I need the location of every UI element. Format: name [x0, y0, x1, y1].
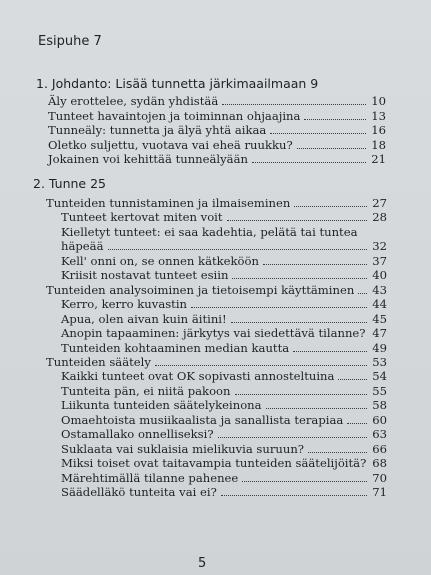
toc-entry-page: 44: [372, 297, 387, 312]
dot-leader: [263, 264, 367, 265]
dot-leader: [242, 481, 367, 482]
toc-entry: [61, 471, 387, 485]
dot-leader: [191, 307, 367, 308]
toc-entry-title: Tunteiden tunnistaminen ja ilmaiseminen: [46, 196, 291, 210]
toc-entry-page: 21: [371, 152, 386, 167]
dot-leader: [304, 119, 366, 120]
toc-entry: [61, 398, 387, 412]
chapter-title: Tunne: [48, 176, 87, 191]
toc-entry: [61, 427, 387, 441]
page-number: 5: [198, 556, 207, 571]
toc-entry-title: Äly erottelee, sydän yhdistää: [48, 94, 219, 108]
toc-entry: [46, 355, 387, 369]
chapter-page: 25: [90, 176, 107, 191]
dot-leader: [232, 278, 367, 279]
toc-entry: [48, 109, 386, 123]
toc-entry-title: Kell' onni on, se onnen kätkeköön: [61, 253, 259, 268]
preface-page: 7: [93, 34, 102, 49]
toc-entry-page: 43: [372, 282, 387, 297]
toc-entry-page: 28: [372, 210, 387, 225]
dot-leader: [297, 148, 367, 149]
toc-entry-page: 32: [372, 239, 387, 254]
dot-leader: [293, 351, 367, 352]
toc-entry-title: Apua, olen aivan kuin äitini!: [61, 311, 227, 326]
toc-entry-title: Kielletyt tunteet: ei saa kadehtia, pelätä tai tuntea: [61, 224, 358, 239]
toc-entry: [61, 326, 387, 340]
toc-entry-title: Anopin tapaaminen: järkytys vai siedettävä tilanne?: [61, 326, 366, 341]
toc-entry-page: 66: [372, 441, 387, 456]
toc-entry: [61, 485, 387, 499]
toc-entry-page: 70: [372, 470, 387, 485]
toc-entry-title: Säädelläkö tunteita vai ei?: [61, 485, 217, 499]
toc-entry-title: Tunteet kertovat miten voit: [61, 210, 223, 225]
toc-entry-title: Tunteiden analysoiminen ja tietoisempi käyttäminen: [46, 282, 355, 297]
toc-entry: [61, 413, 387, 427]
toc-entry-page: 18: [371, 137, 386, 152]
toc-entry: [61, 297, 387, 311]
toc-entry: [61, 456, 387, 470]
toc-entry-title: Tunteita pän, ei niitä pakoon: [61, 383, 231, 398]
dot-leader: [338, 379, 367, 380]
toc-entry-page: 45: [372, 311, 387, 326]
dot-leader: [294, 206, 367, 207]
chapter-2-heading: [33, 176, 106, 191]
toc-entry-page: 27: [372, 196, 387, 210]
toc-entry-page: 63: [372, 427, 387, 442]
toc-entry-title: Liikunta tunteiden säätelykeinona: [61, 398, 262, 413]
toc-entry: [61, 225, 387, 239]
toc-entry: [61, 210, 387, 224]
toc-entry: [48, 138, 386, 152]
toc-entry-title: Oletko suljettu, vuotava vai eheä ruukku?: [48, 137, 293, 152]
toc-entry-page: 16: [371, 123, 386, 138]
dot-leader: [218, 437, 368, 438]
toc-entry-title: Jokainen voi kehittää tunneälyään: [48, 152, 248, 167]
toc-entry-title: Kerro, kerro kuvastin: [61, 297, 188, 312]
toc-entry-page: 10: [371, 94, 386, 108]
toc-entry: [61, 312, 387, 326]
toc-entry: [61, 369, 387, 383]
dot-leader: [266, 408, 368, 409]
toc-entry: [61, 384, 387, 398]
dot-leader: [235, 394, 368, 395]
toc-entry-title: Kriisit nostavat tunteet esiin: [61, 268, 229, 283]
toc-entry-title: Ostamallako onnelliseksi?: [61, 427, 214, 442]
toc-entry: [61, 254, 387, 268]
dot-leader: [252, 162, 366, 163]
chapter-number: 2.: [33, 176, 45, 191]
toc-entry: [61, 341, 387, 355]
toc-entry-page: 60: [372, 412, 387, 427]
dot-leader: [358, 293, 367, 294]
toc-entry-title: Tunteet havaintojen ja toiminnan ohjaajina: [48, 108, 301, 123]
toc-entry: [61, 442, 387, 456]
dot-leader: [155, 365, 367, 366]
toc-entry-page: 13: [371, 108, 386, 123]
toc-entry-title: Kaikki tunteet ovat OK sopivasti annosteltuina: [61, 369, 335, 384]
toc-entry: [48, 94, 386, 108]
toc-entry: [46, 283, 387, 297]
toc-entry: [48, 152, 386, 166]
dot-leader: [221, 495, 367, 496]
toc-entry: [61, 239, 387, 253]
toc-entry: [61, 268, 387, 282]
preface-heading: [38, 34, 102, 49]
toc-entry-page: 53: [372, 354, 387, 369]
chapter-number: 1.: [36, 76, 48, 91]
toc-entry-title: häpeää: [61, 239, 104, 254]
preface-title: Esipuhe: [38, 34, 90, 49]
dot-leader: [108, 249, 368, 250]
dot-leader: [231, 322, 368, 323]
toc-entry-page: 40: [372, 268, 387, 283]
toc-entry-page: 49: [372, 340, 387, 355]
toc-entry-page: 37: [372, 253, 387, 268]
toc-entry-page: 68: [372, 456, 387, 471]
dot-leader: [270, 133, 366, 134]
toc-entry-title: Omaehtoista musiikaalista ja sanallista terapiaa: [61, 412, 344, 427]
toc-entry-page: 47: [372, 326, 387, 341]
toc-entry-title: Tunteiden säätely: [46, 354, 151, 369]
toc-entry-title: Märehtimällä tilanne pahenee: [61, 470, 239, 485]
chapter-1-heading: [36, 76, 318, 91]
toc-entry-page: 71: [372, 485, 387, 499]
dot-leader: [227, 220, 368, 221]
toc-entry-page: 54: [372, 369, 387, 384]
dot-leader: [308, 452, 367, 453]
toc-entry-title: Tunneäly: tunnetta ja älyä yhtä aikaa: [48, 123, 267, 138]
chapter-page: 9: [310, 76, 319, 91]
toc-entry-title: Suklaata vai suklaisia mielikuvia suruun?: [61, 441, 305, 456]
chapter-title: Johdanto: Lisää tunnetta järkimaailmaan: [51, 76, 307, 91]
toc-entry: [48, 123, 386, 137]
dot-leader: [222, 104, 366, 105]
toc-entry-page: 55: [372, 383, 387, 398]
toc-entry-page: 58: [372, 398, 387, 413]
dot-leader: [347, 423, 367, 424]
toc-entry-title: Tunteiden kohtaaminen median kautta: [61, 340, 290, 355]
toc-entry-title: Miksi toiset ovat taitavampia tunteiden säätelijöitä?: [61, 456, 367, 471]
toc-entry: [46, 196, 387, 210]
